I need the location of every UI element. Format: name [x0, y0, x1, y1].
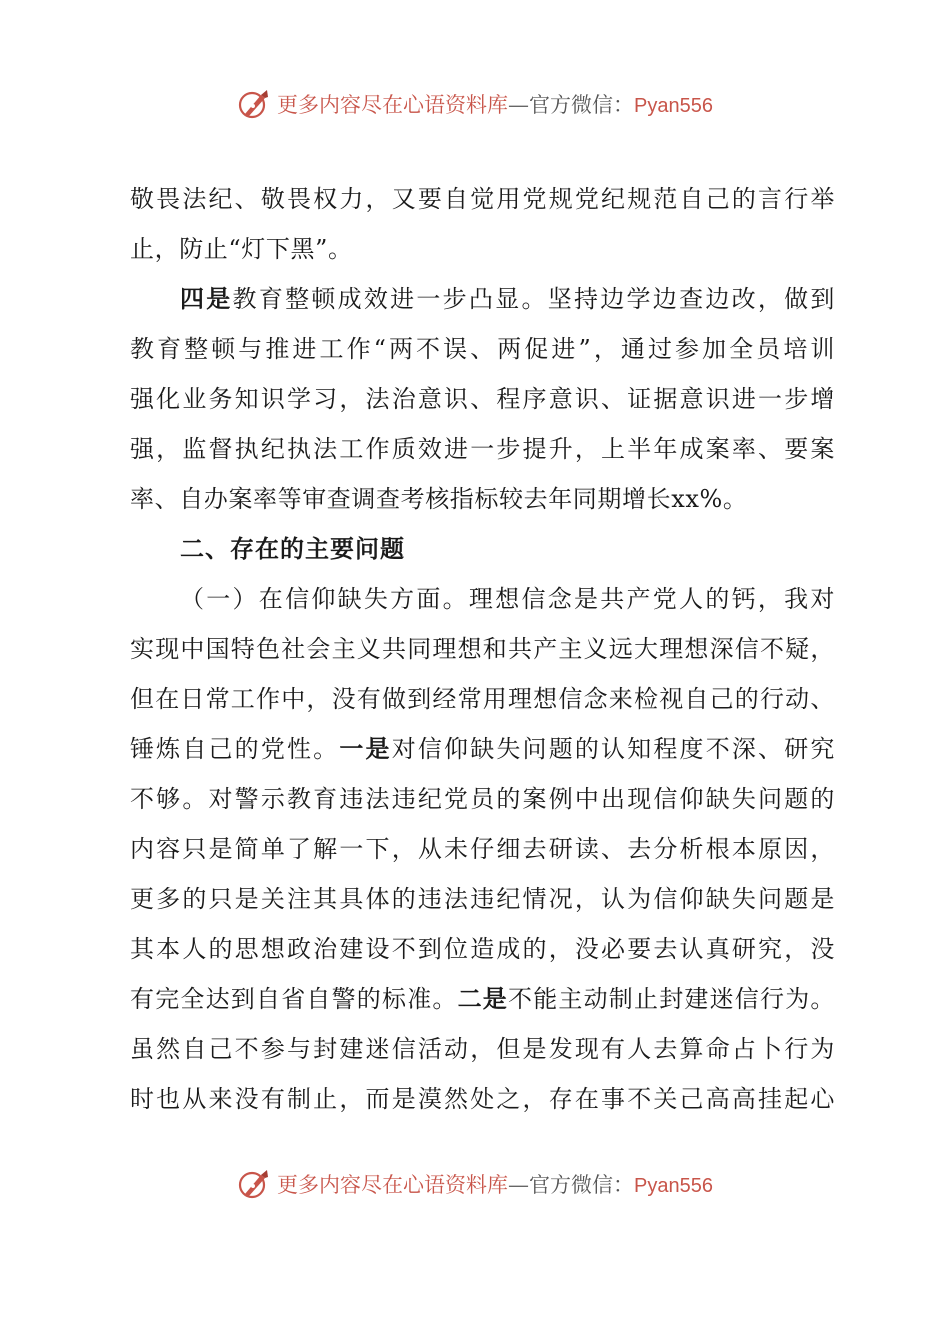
text-span: 不能主动制止封建迷信行为。 [508, 985, 835, 1013]
text-span: 对信仰缺失问题的认知程度不深、研究 [391, 735, 835, 763]
pen-nib-logo-icon [237, 87, 271, 121]
text-line: 强化业务知识学习，法治意识、程序意识、证据意识进一步增 [130, 385, 835, 413]
watermark-banner-top [0, 82, 950, 126]
section-heading: 二、存在的主要问题 [180, 534, 405, 563]
text-line: 更多的只是关注其具体的违法违纪情况，认为信仰缺失问题是 [130, 885, 835, 913]
text-line: 时也从来没有制止，而是漠然处之，存在事不关己高高挂起心 [130, 1085, 835, 1113]
watermark-banner-bottom [0, 1162, 950, 1206]
text-line: 强，监督执纪执法工作质效进一步提升，上半年成案率、要案 [130, 435, 835, 463]
watermark-official-label: 官方微信： [529, 93, 635, 117]
text-line: 率、自办案率等审查调查考核指标较去年同期增长xx%。 [130, 485, 748, 513]
watermark-main-text: 更多内容尽在心语资料库 [277, 1173, 509, 1197]
text-line: （一）在信仰缺失方面。理想信念是共产党人的钙，我对 [180, 585, 835, 613]
watermark-text [277, 89, 713, 119]
text-line: 不够。对警示教育违法违纪党员的案例中出现信仰缺失问题的 [130, 785, 835, 813]
pen-nib-logo-icon [237, 1167, 271, 1201]
text-span: 教育整顿成效进一步凸显。坚持边学边查边改，做到 [232, 285, 835, 313]
point-label: 一是 [339, 734, 392, 763]
text-line [130, 724, 835, 774]
watermark-wechat-id: Pyan556 [634, 1175, 713, 1197]
text-line: 敬畏法纪、敬畏权力，又要自觉用党规党纪规范自己的言行举 [130, 185, 835, 213]
text-line: 实现中国特色社会主义共同理想和共产主义远大理想深信不疑， [130, 635, 835, 663]
point-label: 四是 [180, 284, 233, 313]
text-span: 有完全达到自省自警的标准。 [130, 985, 458, 1013]
text-line: 内容只是简单了解一下，从未仔细去研读、去分析根本原因， [130, 835, 835, 863]
text-line: 教育整顿与推进工作“两不误、两促进”，通过参加全员培训 [130, 335, 835, 363]
watermark-text [277, 1169, 713, 1199]
document-body [130, 174, 835, 1124]
watermark-official-label: 官方微信： [529, 1173, 635, 1197]
text-span: 锤炼自己的党性。 [130, 735, 340, 763]
text-line [130, 974, 835, 1024]
watermark-separator: — [508, 1173, 530, 1197]
text-line: 止，防止“灯下黑”。 [130, 235, 353, 263]
text-line: 但在日常工作中，没有做到经常用理想信念来检视自己的行动、 [130, 685, 835, 713]
watermark-wechat-id: Pyan556 [634, 95, 713, 117]
text-line [130, 274, 835, 324]
point-label: 二是 [457, 984, 508, 1013]
watermark-main-text: 更多内容尽在心语资料库 [277, 93, 509, 117]
text-line: 其本人的思想政治建设不到位造成的，没必要去认真研究，没 [130, 935, 835, 963]
text-line: 虽然自己不参与封建迷信活动，但是发现有人去算命占卜行为 [130, 1035, 835, 1063]
watermark-separator: — [508, 93, 530, 117]
